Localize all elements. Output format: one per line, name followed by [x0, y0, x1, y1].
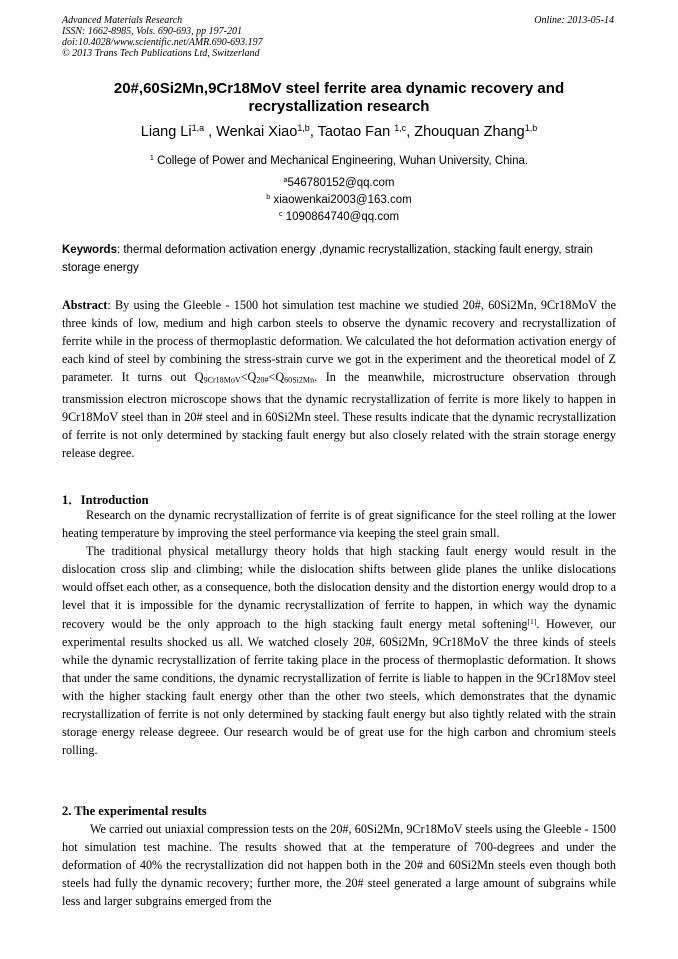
section-heading-experimental-results: 2. The experimental results — [62, 804, 207, 818]
keywords — [62, 241, 618, 277]
online-date: Online: 2013-05-14 — [534, 15, 614, 26]
author-separator: , — [309, 124, 318, 140]
affiliation — [62, 154, 616, 168]
abstract-subscript: 20# — [256, 375, 269, 385]
email-address: xiaowenkai2003@163.com — [270, 194, 412, 206]
results-body — [62, 820, 616, 910]
paragraph — [62, 542, 616, 759]
abstract-inequality: <Q — [268, 370, 285, 385]
paragraph-text: . However, our experimental results shocked us all. We watched closely 20#, 60Si2Mn, 9Cr18MoV the three kinds of steels while the dynamic recrystallization of ferrite taking place in the process of thermoplastic deformation. It shows that under the same conditions, the dynamic recrystallization of ferrite is liable to happen in the 9Cr18Mov steel with the higher stacking fault energy other than the other two steels, which demonstrates that the dynamic recrystallization of ferrite is not only determined by stacking fault energy but also tightly related with the strain storage energy release degreee. Our research would be of great use for the high carbon and chromium steels rolling. — [62, 616, 616, 758]
abstract-text-continued: . In the meanwhile, microstructure observation through transmission electron microscope shows that the dynamic recrystallization of ferrite is more likely to happen in 9Cr18MoV steel than in 20# steel and in 60Si2Mn steel. These results indicate that the dynamic recrystallization of ferrite is not only determined by stacking fault energy but also closely related with the strain storage energy release degree. — [62, 370, 616, 461]
author-name: Wenkai Xiao — [216, 124, 298, 140]
email-line — [62, 209, 616, 226]
abstract-subscript: 9Cr18MoV — [203, 375, 241, 385]
author-name: Liang Li — [140, 124, 192, 140]
email-list — [62, 175, 616, 226]
keywords-text: : thermal deformation activation energy ,dynamic recrystallization, stacking fault energy, strain storage energy — [62, 244, 593, 274]
email-mark: a — [283, 176, 288, 185]
email-mark: c — [278, 210, 283, 219]
affiliation-mark: 1 — [149, 154, 154, 163]
abstract-inequality: <Q — [240, 370, 257, 385]
abstract — [62, 296, 616, 462]
journal-doi: doi:10.4028/www.scientific.net/AMR.690-693.197 — [62, 37, 263, 48]
author-affiliation-mark: 1,a — [191, 123, 205, 134]
author-name: Taotao Fan — [317, 124, 395, 140]
email-address: 1090864740@qq.com — [282, 211, 400, 223]
author-affiliation-mark: 1,b — [524, 123, 538, 134]
journal-issn: ISSN: 1662-8985, Vols. 690-693, pp 197-201 — [62, 26, 242, 37]
introduction-body — [62, 506, 616, 759]
section-heading-introduction: 1．Introduction — [62, 493, 149, 507]
journal-name: Advanced Materials Research — [62, 15, 183, 26]
paragraph: Research on the dynamic recrystallization of ferrite is of great significance for the steel rolling at the lower heating temperature by improving the steel performance via keeping the steel grain small. — [62, 508, 616, 541]
paper-title-line-2: recrystallization research — [248, 98, 430, 115]
author-separator: , — [204, 124, 217, 140]
author-separator: , — [406, 124, 415, 140]
citation-reference: [1] — [527, 616, 537, 626]
email-line — [62, 175, 616, 192]
email-address: 546780152@qq.com — [287, 177, 395, 189]
keywords-label: Keywords — [62, 244, 117, 256]
affiliation-text: College of Power and Mechanical Engineering, Wuhan University, China. — [153, 155, 529, 167]
email-line — [62, 192, 616, 209]
paper-title — [62, 80, 616, 116]
paragraph-text: The traditional physical metallurgy theory holds that high stacking fault energy would result in the dislocation cross slip and climbing; while the dislocation shifts between glide planes the unlike dislocations would offset each other, as a consequence, both the dislocation density and the distortion energy would drop to a level that it is impossible for the dynamic recrystallization of ferrite to happen, in which way the dynamic recovery would be the only approach to the high stacking fault energy metal softening — [62, 544, 616, 631]
abstract-text: : By using the Gleeble - 1500 hot simulation test machine we studied 20#, 60Si2Mn, 9Cr18MoV the three kinds of low, medium and high carbon steels to observe the dynamic recovery and recrystallization of ferrite while in the process of thermoplastic deformation. We calculated the hot deformation activation energy of each kind of steel by combining the stress-strain curve we got in the experiment and the theoretical model of Z parameter. It turns out Q — [62, 298, 616, 385]
email-mark: b — [266, 193, 271, 202]
paragraph: We carried out uniaxial compression tests on the 20#, 60Si2Mn, 9Cr18MoV steels using the Gleeble - 1500 hot simulation test machine. The results showed that at the temperature of 700-degrees and under the deformation of 40% the recrystallization did not happen both in the 20# and 60Si2Mn steels even though both steels had fully the dynamic recovery; further more, the 20# steel generated a large amount of subgrains while less and larger subgrains emerged from the — [62, 822, 616, 909]
journal-header — [62, 15, 263, 59]
abstract-label: Abstract — [62, 298, 108, 312]
author-affiliation-mark: 1,c — [394, 123, 407, 134]
paper-title-line-1: 20#,60Si2Mn,9Cr18MoV steel ferrite area dynamic recovery and — [113, 80, 565, 97]
abstract-subscript: 60Si2Mn — [284, 375, 315, 385]
author-list — [62, 123, 616, 141]
journal-copyright: © 2013 Trans Tech Publications Ltd, Switzerland — [62, 48, 260, 59]
author-affiliation-mark: 1,b — [297, 123, 310, 134]
author-name: Zhouquan Zhang — [414, 124, 525, 140]
